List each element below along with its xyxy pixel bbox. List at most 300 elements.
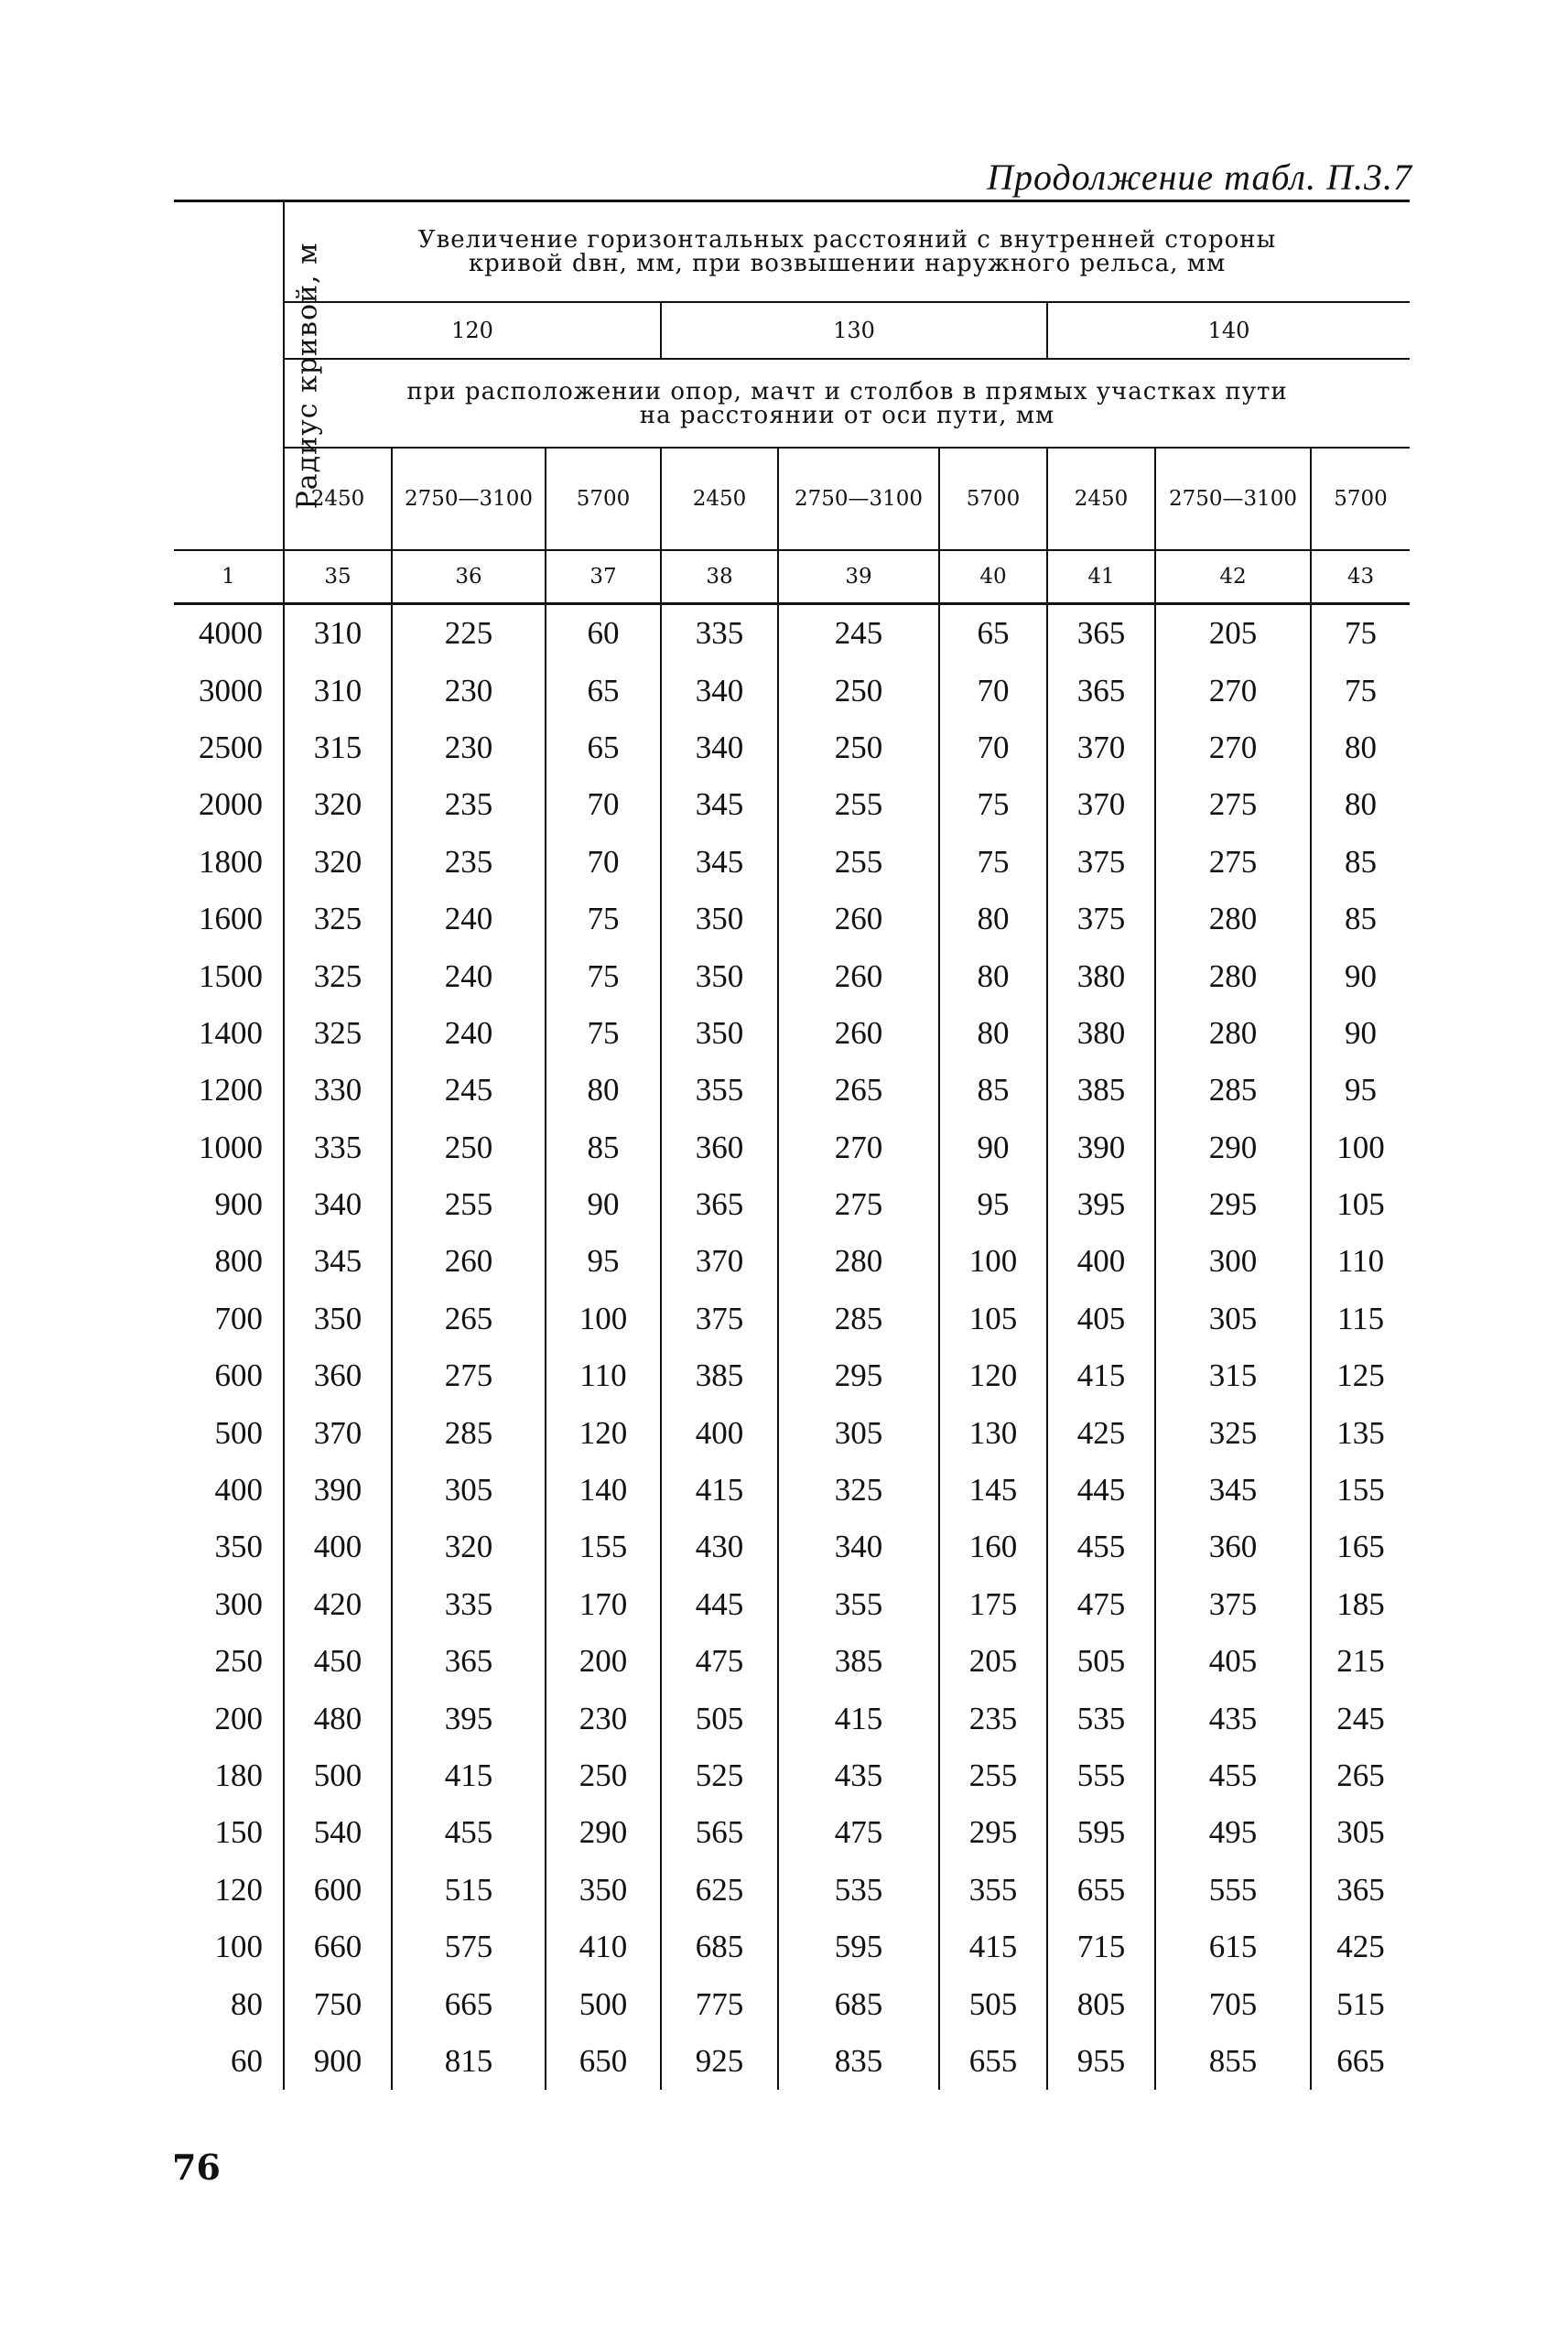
value-cell: 925 xyxy=(661,2033,778,2090)
radius-cell: 180 xyxy=(174,1747,284,1804)
value-cell: 105 xyxy=(1336,1186,1385,1223)
value-cell: 70 xyxy=(546,776,661,833)
data-table xyxy=(174,200,1410,2090)
table-row xyxy=(174,1975,1410,2032)
value-cell: 445 xyxy=(661,1576,778,1633)
radius-cell: 3000 xyxy=(174,662,284,719)
table-row xyxy=(174,1291,1410,1347)
value-cell: 345 xyxy=(284,1233,392,1290)
radius-cell: 1400 xyxy=(174,1005,284,1062)
elevation-header-130: 130 xyxy=(661,302,1047,359)
value-cell: 235 xyxy=(392,776,546,833)
value-cell: 345 xyxy=(1155,1462,1311,1519)
value-cell: 245 xyxy=(392,1062,546,1119)
table-row xyxy=(174,2033,1410,2090)
value-cell: 535 xyxy=(1047,1690,1155,1746)
value-cell: 515 xyxy=(1336,1985,1385,2022)
value-cell: 525 xyxy=(661,1747,778,1804)
value-cell: 75 xyxy=(546,1005,661,1062)
table-row xyxy=(174,1176,1410,1233)
value-cell: 115 xyxy=(1336,1300,1385,1336)
radius-cell: 400 xyxy=(174,1462,284,1519)
value-cell: 625 xyxy=(661,1862,778,1919)
value-cell: 805 xyxy=(1047,1975,1155,2032)
value-cell: 660 xyxy=(284,1919,392,1975)
value-cell: 275 xyxy=(778,1176,939,1233)
value-cell: 240 xyxy=(392,1005,546,1062)
table-body xyxy=(174,604,1410,2091)
value-cell: 205 xyxy=(1155,604,1311,663)
value-cell: 90 xyxy=(939,1119,1047,1176)
value-cell: 65 xyxy=(546,662,661,719)
value-cell: 80 xyxy=(939,947,1047,1004)
table-row xyxy=(174,1062,1410,1119)
table-row xyxy=(174,1633,1410,1690)
value-cell: 350 xyxy=(546,1862,661,1919)
radius-cell: 900 xyxy=(174,1176,284,1233)
value-cell: 435 xyxy=(778,1747,939,1804)
page-number: 76 xyxy=(172,2147,221,2188)
value-cell: 475 xyxy=(1047,1576,1155,1633)
value-cell: 275 xyxy=(1155,834,1311,891)
radius-cell: 800 xyxy=(174,1233,284,1290)
value-cell: 75 xyxy=(939,776,1047,833)
value-cell: 415 xyxy=(778,1690,939,1746)
value-cell: 255 xyxy=(392,1176,546,1233)
value-cell: 90 xyxy=(546,1176,661,1233)
value-cell: 205 xyxy=(939,1633,1047,1690)
value-cell: 345 xyxy=(661,834,778,891)
radius-header-label: Радиус кривой, м xyxy=(291,242,324,510)
value-cell: 320 xyxy=(392,1519,546,1575)
radius-cell: 500 xyxy=(174,1404,284,1461)
table-row xyxy=(174,1919,1410,1975)
value-cell: 340 xyxy=(778,1519,939,1575)
value-cell: 355 xyxy=(661,1062,778,1119)
value-cell: 175 xyxy=(939,1576,1047,1633)
value-cell: 505 xyxy=(1047,1633,1155,1690)
value-cell: 555 xyxy=(1155,1862,1311,1919)
value-cell: 750 xyxy=(284,1975,392,2032)
value-cell: 365 xyxy=(661,1176,778,1233)
value-cell: 285 xyxy=(1155,1062,1311,1119)
value-cell: 955 xyxy=(1047,2033,1155,2090)
value-cell: 365 xyxy=(392,1633,546,1690)
table-row xyxy=(174,1747,1410,1804)
value-cell: 455 xyxy=(392,1804,546,1861)
value-cell: 90 xyxy=(1345,957,1378,994)
radius-cell: 100 xyxy=(174,1919,284,1975)
value-cell: 535 xyxy=(778,1862,939,1919)
value-cell: 290 xyxy=(1155,1119,1311,1176)
value-cell: 75 xyxy=(1345,615,1378,652)
value-cell: 815 xyxy=(392,2033,546,2090)
value-cell: 325 xyxy=(1155,1404,1311,1461)
value-cell: 85 xyxy=(939,1062,1047,1119)
radius-cell: 350 xyxy=(174,1519,284,1575)
value-cell: 275 xyxy=(1155,776,1311,833)
distance-header: 2750—3100 xyxy=(392,448,546,550)
value-cell: 75 xyxy=(1345,672,1378,708)
value-cell: 415 xyxy=(939,1919,1047,1975)
value-cell: 360 xyxy=(284,1347,392,1404)
value-cell: 370 xyxy=(1047,776,1155,833)
value-cell: 270 xyxy=(1155,719,1311,776)
value-cell: 145 xyxy=(939,1462,1047,1519)
value-cell: 385 xyxy=(1047,1062,1155,1119)
value-cell: 105 xyxy=(939,1291,1047,1347)
main-header-line2: кривой dвн, мм, при возвышении наружного рельса, мм xyxy=(468,250,1227,277)
value-cell: 225 xyxy=(392,604,546,663)
value-cell: 305 xyxy=(392,1462,546,1519)
value-cell: 90 xyxy=(1345,1014,1378,1051)
table-row xyxy=(174,891,1410,947)
column-number: 39 xyxy=(778,550,939,604)
value-cell: 135 xyxy=(1336,1414,1385,1451)
value-cell: 305 xyxy=(1155,1291,1311,1347)
value-cell: 390 xyxy=(284,1462,392,1519)
value-cell: 75 xyxy=(939,834,1047,891)
distance-header: 5700 xyxy=(546,448,661,550)
value-cell: 360 xyxy=(1155,1519,1311,1575)
distance-header: 2750—3100 xyxy=(1155,448,1311,550)
radius-cell: 4000 xyxy=(174,604,284,663)
radius-cell: 600 xyxy=(174,1347,284,1404)
table-row xyxy=(174,1690,1410,1746)
value-cell: 160 xyxy=(939,1519,1047,1575)
value-cell: 315 xyxy=(284,719,392,776)
value-cell: 320 xyxy=(284,776,392,833)
value-cell: 280 xyxy=(1155,1005,1311,1062)
table-row xyxy=(174,1862,1410,1919)
value-cell: 650 xyxy=(546,2033,661,2090)
value-cell: 80 xyxy=(939,891,1047,947)
radius-cell: 150 xyxy=(174,1804,284,1861)
value-cell: 295 xyxy=(778,1347,939,1404)
value-cell: 245 xyxy=(1336,1700,1385,1736)
column-number: 1 xyxy=(174,550,284,604)
value-cell: 380 xyxy=(1047,1005,1155,1062)
value-cell: 300 xyxy=(1155,1233,1311,1290)
value-cell: 265 xyxy=(778,1062,939,1119)
table-row xyxy=(174,719,1410,776)
continuation-caption: Продолжение табл. П.3.7 xyxy=(987,157,1412,198)
value-cell: 390 xyxy=(1047,1119,1155,1176)
value-cell: 855 xyxy=(1155,2033,1311,2090)
value-cell: 475 xyxy=(778,1804,939,1861)
value-cell: 295 xyxy=(1155,1176,1311,1233)
table-row xyxy=(174,1404,1410,1461)
value-cell: 425 xyxy=(1336,1929,1385,1965)
value-cell: 385 xyxy=(661,1347,778,1404)
value-cell: 95 xyxy=(939,1176,1047,1233)
value-cell: 365 xyxy=(1047,662,1155,719)
value-cell: 290 xyxy=(546,1804,661,1861)
value-cell: 340 xyxy=(284,1176,392,1233)
value-cell: 215 xyxy=(1336,1643,1385,1680)
value-cell: 240 xyxy=(392,947,546,1004)
value-cell: 455 xyxy=(1047,1519,1155,1575)
value-cell: 295 xyxy=(939,1804,1047,1861)
radius-cell: 1000 xyxy=(174,1119,284,1176)
value-cell: 500 xyxy=(284,1747,392,1804)
value-cell: 350 xyxy=(284,1291,392,1347)
radius-cell: 60 xyxy=(174,2033,284,2090)
position-group-header xyxy=(284,359,1410,448)
value-cell: 415 xyxy=(661,1462,778,1519)
value-cell: 415 xyxy=(392,1747,546,1804)
value-cell: 230 xyxy=(546,1690,661,1746)
value-cell: 365 xyxy=(1047,604,1155,663)
value-cell: 375 xyxy=(1047,834,1155,891)
position-header-line2: на расстоянии от оси пути, мм xyxy=(639,401,1055,429)
value-cell: 575 xyxy=(392,1919,546,1975)
value-cell: 350 xyxy=(661,947,778,1004)
value-cell: 900 xyxy=(284,2033,392,2090)
value-cell: 365 xyxy=(1336,1871,1385,1908)
value-cell: 200 xyxy=(546,1633,661,1690)
value-cell: 95 xyxy=(546,1233,661,1290)
main-group-header xyxy=(284,201,1410,303)
radius-cell: 80 xyxy=(174,1975,284,2032)
distance-header: 5700 xyxy=(1311,448,1410,550)
value-cell: 255 xyxy=(778,834,939,891)
value-cell: 260 xyxy=(778,947,939,1004)
value-cell: 110 xyxy=(546,1347,661,1404)
value-cell: 515 xyxy=(392,1862,546,1919)
value-cell: 130 xyxy=(939,1404,1047,1461)
value-cell: 80 xyxy=(1345,729,1378,765)
value-cell: 540 xyxy=(284,1804,392,1861)
value-cell: 340 xyxy=(661,719,778,776)
value-cell: 475 xyxy=(661,1633,778,1690)
value-cell: 310 xyxy=(284,662,392,719)
value-cell: 280 xyxy=(1155,891,1311,947)
column-number: 43 xyxy=(1311,550,1410,604)
value-cell: 615 xyxy=(1155,1919,1311,1975)
value-cell: 455 xyxy=(1155,1747,1311,1804)
value-cell: 505 xyxy=(939,1975,1047,2032)
value-cell: 430 xyxy=(661,1519,778,1575)
value-cell: 415 xyxy=(1047,1347,1155,1404)
value-cell: 275 xyxy=(392,1347,546,1404)
value-cell: 100 xyxy=(546,1291,661,1347)
value-cell: 65 xyxy=(546,719,661,776)
value-cell: 505 xyxy=(661,1690,778,1746)
distance-header: 2750—3100 xyxy=(778,448,939,550)
value-cell: 100 xyxy=(1336,1129,1385,1165)
value-cell: 60 xyxy=(546,604,661,663)
value-cell: 360 xyxy=(661,1119,778,1176)
value-cell: 665 xyxy=(392,1975,546,2032)
radius-cell: 300 xyxy=(174,1576,284,1633)
value-cell: 325 xyxy=(778,1462,939,1519)
value-cell: 170 xyxy=(546,1576,661,1633)
table-row xyxy=(174,1005,1410,1062)
elevation-header-140: 140 xyxy=(1047,302,1410,359)
value-cell: 325 xyxy=(284,947,392,1004)
radius-cell: 700 xyxy=(174,1291,284,1347)
value-cell: 235 xyxy=(392,834,546,891)
value-cell: 270 xyxy=(778,1119,939,1176)
value-cell: 435 xyxy=(1155,1690,1311,1746)
column-number: 36 xyxy=(392,550,546,604)
distance-header: 5700 xyxy=(939,448,1047,550)
table-row xyxy=(174,1519,1410,1575)
value-cell: 125 xyxy=(1336,1357,1385,1394)
column-number: 42 xyxy=(1155,550,1311,604)
value-cell: 395 xyxy=(392,1690,546,1746)
value-cell: 85 xyxy=(546,1119,661,1176)
value-cell: 265 xyxy=(1336,1757,1385,1793)
value-cell: 80 xyxy=(939,1005,1047,1062)
value-cell: 95 xyxy=(1345,1072,1378,1108)
value-cell: 380 xyxy=(1047,947,1155,1004)
value-cell: 655 xyxy=(1047,1862,1155,1919)
table-row xyxy=(174,1233,1410,1290)
value-cell: 405 xyxy=(1155,1633,1311,1690)
table-row xyxy=(174,1119,1410,1176)
value-cell: 835 xyxy=(778,2033,939,2090)
value-cell: 450 xyxy=(284,1633,392,1690)
value-cell: 320 xyxy=(284,834,392,891)
value-cell: 335 xyxy=(284,1119,392,1176)
table-row xyxy=(174,1804,1410,1861)
value-cell: 480 xyxy=(284,1690,392,1746)
elevation-header-120: 120 xyxy=(284,302,661,359)
value-cell: 685 xyxy=(778,1975,939,2032)
value-cell: 240 xyxy=(392,891,546,947)
value-cell: 385 xyxy=(778,1633,939,1690)
value-cell: 120 xyxy=(939,1347,1047,1404)
value-cell: 250 xyxy=(778,719,939,776)
value-cell: 245 xyxy=(778,604,939,663)
radius-cell: 200 xyxy=(174,1690,284,1746)
table-row xyxy=(174,1576,1410,1633)
value-cell: 280 xyxy=(778,1233,939,1290)
column-number: 40 xyxy=(939,550,1047,604)
value-cell: 400 xyxy=(1047,1233,1155,1290)
value-cell: 330 xyxy=(284,1062,392,1119)
value-cell: 375 xyxy=(1155,1576,1311,1633)
value-cell: 370 xyxy=(284,1404,392,1461)
value-cell: 185 xyxy=(1336,1585,1385,1622)
value-cell: 410 xyxy=(546,1919,661,1975)
value-cell: 355 xyxy=(939,1862,1047,1919)
value-cell: 70 xyxy=(546,834,661,891)
radius-cell: 120 xyxy=(174,1862,284,1919)
table-row xyxy=(174,1462,1410,1519)
value-cell: 250 xyxy=(546,1747,661,1804)
value-cell: 420 xyxy=(284,1576,392,1633)
table-row xyxy=(174,834,1410,891)
value-cell: 350 xyxy=(661,891,778,947)
radius-cell: 2000 xyxy=(174,776,284,833)
value-cell: 375 xyxy=(661,1291,778,1347)
main-header-line1: Увеличение горизонтальных расстояний с внутренней стороны xyxy=(417,226,1277,254)
value-cell: 265 xyxy=(392,1291,546,1347)
radius-cell: 2500 xyxy=(174,719,284,776)
value-cell: 400 xyxy=(284,1519,392,1575)
value-cell: 120 xyxy=(546,1404,661,1461)
value-cell: 705 xyxy=(1155,1975,1311,2032)
value-cell: 260 xyxy=(778,891,939,947)
value-cell: 80 xyxy=(546,1062,661,1119)
radius-cell: 1800 xyxy=(174,834,284,891)
value-cell: 75 xyxy=(546,891,661,947)
value-cell: 325 xyxy=(284,1005,392,1062)
distance-header: 2450 xyxy=(284,448,392,550)
value-cell: 715 xyxy=(1047,1919,1155,1975)
radius-cell: 1600 xyxy=(174,891,284,947)
value-cell: 370 xyxy=(661,1233,778,1290)
value-cell: 260 xyxy=(778,1005,939,1062)
value-cell: 255 xyxy=(939,1747,1047,1804)
value-cell: 230 xyxy=(392,719,546,776)
column-number: 38 xyxy=(661,550,778,604)
value-cell: 425 xyxy=(1047,1404,1155,1461)
value-cell: 285 xyxy=(778,1291,939,1347)
radius-cell: 1500 xyxy=(174,947,284,1004)
value-cell: 305 xyxy=(778,1404,939,1461)
value-cell: 345 xyxy=(661,776,778,833)
distance-header: 2450 xyxy=(1047,448,1155,550)
table-row xyxy=(174,1347,1410,1404)
value-cell: 85 xyxy=(1345,843,1378,880)
value-cell: 375 xyxy=(1047,891,1155,947)
table-row xyxy=(174,604,1410,663)
value-cell: 600 xyxy=(284,1862,392,1919)
value-cell: 305 xyxy=(1336,1814,1385,1851)
table-row xyxy=(174,662,1410,719)
value-cell: 370 xyxy=(1047,719,1155,776)
value-cell: 165 xyxy=(1336,1529,1385,1565)
value-cell: 340 xyxy=(661,662,778,719)
value-cell: 280 xyxy=(1155,947,1311,1004)
value-cell: 325 xyxy=(284,891,392,947)
value-cell: 100 xyxy=(939,1233,1047,1290)
value-cell: 250 xyxy=(778,662,939,719)
value-cell: 335 xyxy=(392,1576,546,1633)
radius-cell: 1200 xyxy=(174,1062,284,1119)
value-cell: 400 xyxy=(661,1404,778,1461)
radius-cell: 250 xyxy=(174,1633,284,1690)
value-cell: 665 xyxy=(1336,2042,1385,2079)
value-cell: 285 xyxy=(392,1404,546,1461)
value-cell: 85 xyxy=(1345,901,1378,937)
value-cell: 685 xyxy=(661,1919,778,1975)
value-cell: 315 xyxy=(1155,1347,1311,1404)
value-cell: 260 xyxy=(392,1233,546,1290)
value-cell: 250 xyxy=(392,1119,546,1176)
value-cell: 495 xyxy=(1155,1804,1311,1861)
position-header-line1: при расположении опор, мачт и столбов в прямых участках пути xyxy=(406,377,1288,406)
value-cell: 75 xyxy=(546,947,661,1004)
table-row xyxy=(174,776,1410,833)
column-number: 41 xyxy=(1047,550,1155,604)
column-number: 35 xyxy=(284,550,392,604)
value-cell: 565 xyxy=(661,1804,778,1861)
value-cell: 110 xyxy=(1336,1243,1385,1280)
distance-header: 2450 xyxy=(661,448,778,550)
value-cell: 65 xyxy=(939,604,1047,663)
value-cell: 230 xyxy=(392,662,546,719)
value-cell: 310 xyxy=(284,604,392,663)
value-cell: 155 xyxy=(1336,1472,1385,1509)
value-cell: 140 xyxy=(546,1462,661,1519)
value-cell: 655 xyxy=(939,2033,1047,2090)
value-cell: 355 xyxy=(778,1576,939,1633)
